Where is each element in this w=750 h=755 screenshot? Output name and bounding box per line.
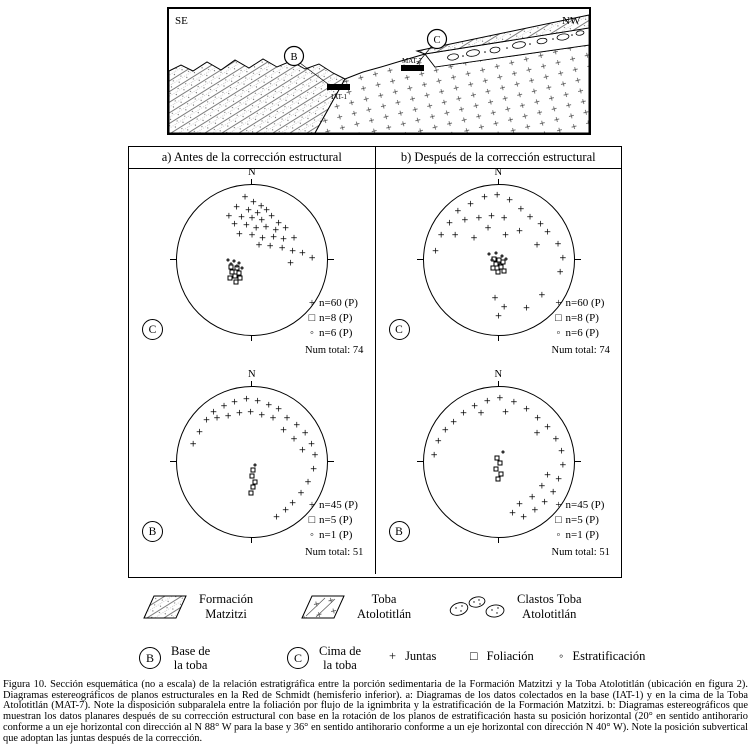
legend-estratificacion-symbol [559,649,645,664]
legend-juntas [554,297,605,312]
juntas-label: Juntas [405,649,437,663]
matzitzi-unit [169,59,345,133]
circle-symbol: ◦ [556,529,561,541]
stereonet-circle: + + + + + + + + + + + + + + + + + + + + + + + + + + + + + + [423,184,575,336]
plus-symbol: + [308,499,316,511]
stereonet-despues-base [376,371,622,573]
east-tick [575,259,581,260]
legend-juntas-symbol [389,649,436,664]
north-label: N [494,369,503,380]
position-circle: C [142,319,163,340]
west-tick [417,259,423,260]
estratificacion-count: n=1 (P) [319,529,353,541]
iat1-label: IAT-1 [330,93,348,101]
legend-foliacion [554,312,605,327]
east-tick [575,461,581,462]
estratificacion-label: Estratificación [572,649,646,663]
estratificacion-count: n=6 (P) [319,327,353,339]
stereonet-antes-base [129,371,375,573]
stereonet-panel [128,146,622,578]
east-tick [328,259,334,260]
legend-toba-atolotitlan [292,592,411,622]
legend-estratificacion [307,327,358,342]
foliacion-count: n=5 (P) [565,514,599,526]
foliacion-count: n=8 (P) [319,312,353,324]
square-symbol: □ [555,514,562,526]
cross-section [167,7,591,140]
square-symbol: □ [308,312,316,324]
juntas-count: n=45 (P) [319,499,358,511]
unit-label: Clastos Toba Atolotitlán [517,592,582,621]
juntas-count: n=45 (P) [565,499,605,511]
legend-clastos-toba [446,592,582,622]
num-total: Num total: 74 [305,345,364,356]
num-total: Num total: 51 [305,547,364,558]
cima-circle-label: C [433,35,441,46]
square-symbol: □ [555,312,562,324]
sample-marker-iat1 [327,84,350,90]
legend-foliacion [307,312,358,327]
legend-estratificacion [554,529,605,544]
north-label: N [247,369,256,380]
legend-cima-toba [287,644,361,673]
plus-symbol: + [308,297,316,309]
column-a-title: a) Antes de la corrección estructural [129,147,376,168]
position-circle: B [142,521,163,542]
cross-section-drawing [167,7,591,135]
position-circle: B [389,521,410,542]
stereonet-legend [554,499,605,544]
west-tick [417,461,423,462]
column-b-title: b) Después de la corrección estructural [400,150,596,164]
juntas-count: n=60 (P) [319,297,358,309]
legend-juntas [307,297,358,312]
stereonet-circle: + + + + + + + + + + + + + + + + + + + + + + + + + + + + + + [176,386,328,538]
panel-body [129,169,621,574]
foliacion-label: Foliación [486,649,534,663]
foliacion-count: n=8 (P) [565,312,599,324]
plus-symbol: + [555,499,562,511]
circle-symbol: ◦ [310,327,314,339]
position-circle: C [389,319,410,340]
unit-legend-row [0,588,750,630]
circle-symbol: ◦ [559,649,564,663]
base-circle-symbol: B [139,647,161,669]
foliacion-count: n=5 (P) [319,514,353,526]
se-label: SE [175,15,188,27]
stereonet-circle: + + + + + + + + + + + + + + + + + + + + + + + + + + + + [423,386,575,538]
estratificacion-count: n=6 (P) [565,327,599,339]
base-label: Base de la toba [171,644,211,673]
figure-caption: Figura 10. Sección esquemática (no a escala) de la relación estratigráfica entre la porción sedimentaria de la Formación Matzitzi y la Toba Atolotitlán (ubicación en figura 2). Diagramas estereográficos de planos estructurales en la Red de Schmidt (hemisferio inferior). a: Diagramas de los datos colectados en la base (IAT-1) y en la cima de la Toba Atolotitlán (MAT-7). Note la disposición subparalela entre la foliación por flujo de la ignimbrita y la estratificación de la Formación Matzitzi. b: Diagramas estereográficos que muestran los datos planares después de su corrección estructural con base en la rotación de los planos de estratificación hasta su posición horizontal (20° en sentido antihorario conforme a un eje horizontal con dirección al N 88° W para la base y 36° en sentido antihorario conforme a un eje horizontal con dirección N 40° W). Note la posición subvertical que adoptan las juntas después de la corrección. [3,679,748,744]
legend-juntas [554,499,605,514]
cima-circle-symbol: C [287,647,309,669]
legend-juntas [307,499,358,514]
nw-label: NW [562,15,581,27]
stereonet-antes-cima [129,169,375,371]
east-tick [328,461,334,462]
north-label: N [494,167,503,178]
legend-formacion-matzitzi [134,592,253,622]
legend-foliacion [307,514,358,529]
juntas-count: n=60 (P) [565,297,605,309]
matzitzi-pattern-swatch [134,593,190,621]
legend-foliacion [554,514,605,529]
plus-symbol: + [555,297,562,309]
circle-symbol: ◦ [310,529,314,541]
num-total: Num total: 74 [551,345,610,356]
square-symbol: □ [470,649,478,663]
estratificacion-count: n=1 (P) [565,529,599,541]
symbol-legend-row [0,644,750,674]
toba-pattern-swatch [292,593,348,621]
stereonet-legend [307,297,358,342]
stereonet-circle: + + + + + + + + + + + + + + + + + + + + + + + + + + + + + + + + [176,184,328,336]
sample-marker-mat7 [401,65,424,71]
cima-label: Cima de la toba [319,644,362,673]
stereonet-despues-cima [376,169,622,371]
stereonet-legend [307,499,358,544]
clasts-swatch [446,592,508,622]
column-despues [376,169,622,574]
num-total: Num total: 51 [551,547,610,558]
circle-symbol: ◦ [556,327,561,339]
legend-foliacion-symbol [470,649,534,664]
base-circle-label: B [290,52,298,63]
north-label: N [247,167,256,178]
legend-estratificacion [307,529,358,544]
stereonet-legend [554,297,605,342]
unit-label: Formación Matzitzi [199,592,254,621]
plus-symbol: + [389,649,397,663]
mat7-label: MAT-7 [402,57,422,65]
square-symbol: □ [308,514,316,526]
panel-header [129,147,621,169]
column-antes [129,169,376,574]
unit-label: Toba Atolotitlán [357,592,412,621]
legend-estratificacion [554,327,605,342]
legend-base-toba [139,644,210,673]
